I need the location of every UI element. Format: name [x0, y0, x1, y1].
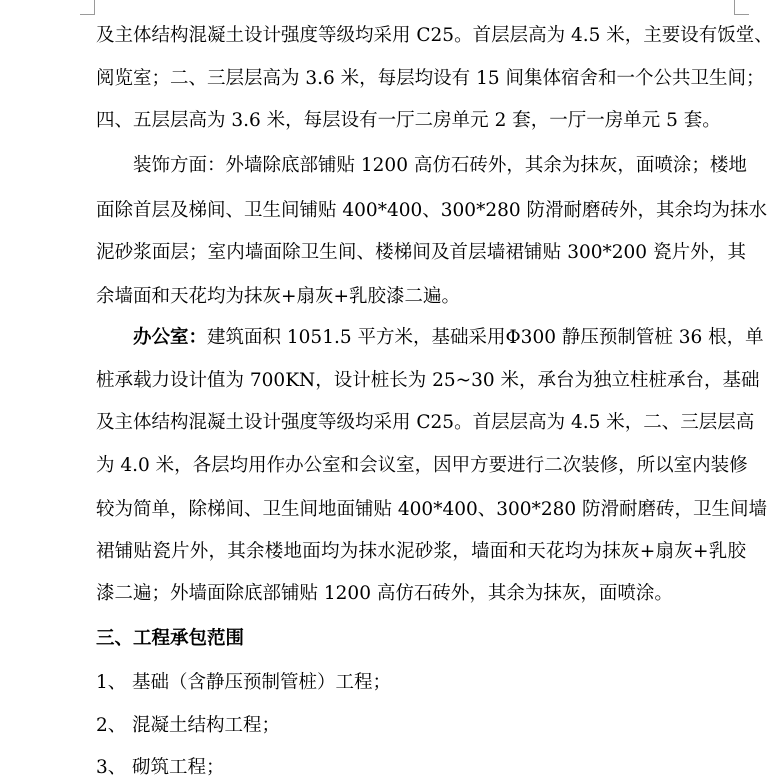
paragraph-line: 面除首层及梯间、卫生间铺贴 400*400、300*280 防滑耐磨砖外，其余均为抹水	[96, 200, 768, 221]
paragraph-line: 漆二遍；外墙面除底部铺贴 1200 高仿石砖外，其余为抹灰，面喷涂。	[96, 583, 673, 604]
list-item-number: 1、	[96, 672, 127, 693]
margin-crop-mark-right	[734, 0, 749, 15]
paragraph-line: 较为简单，除梯间、卫生间地面铺贴 400*400、300*280 防滑耐磨砖，卫生间墙	[96, 499, 768, 520]
list-item-number: 2、	[96, 715, 127, 736]
margin-crop-mark-left	[80, 0, 95, 15]
paragraph-line: 及主体结构混凝土设计强度等级均采用 C25。首层层高为 4.5 米，二、三层层高	[96, 412, 755, 433]
office-text: 建筑面积 1051.5 平方米，基础采用Φ300 静压预制管桩 36 根，单	[207, 327, 764, 348]
section-heading: 三、工程承包范围	[96, 628, 245, 649]
paragraph-line: 余墙面和天花均为抹灰+扇灰+乳胶漆二遍。	[96, 286, 461, 307]
paragraph-line: 桩承载力设计值为 700KN，设计桩长为 25~30 米，承台为独立柱桩承台，基础	[96, 370, 760, 391]
list-item-text: 混凝土结构工程；	[132, 715, 281, 736]
paragraph-line-office	[133, 326, 764, 350]
list-item-text: 基础（含静压预制管桩）工程；	[132, 672, 392, 693]
office-label: 办公室：	[133, 327, 208, 348]
paragraph-line: 及主体结构混凝土设计强度等级均采用 C25。首层层高为 4.5 米，主要设有饭堂、	[96, 25, 773, 46]
list-item-number: 3、	[96, 757, 127, 778]
paragraph-line: 裙铺贴瓷片外，其余楼地面均为抹水泥砂浆，墙面和天花均为抹灰+扇灰+乳胶	[96, 541, 746, 562]
list-item-text: 砌筑工程；	[132, 757, 225, 778]
paragraph-line: 为 4.0 米，各层均用作办公室和会议室，因甲方要进行二次装修，所以室内装修	[96, 455, 748, 476]
paragraph-line: 四、五层层高为 3.6 米，每层设有一厅二房单元 2 套，一厅一房单元 5 套。	[96, 110, 721, 131]
paragraph-line: 泥砂浆面层；室内墙面除卫生间、楼梯间及首层墙裙铺贴 300*200 瓷片外，其	[96, 242, 746, 263]
paragraph-line: 阅览室；二、三层层高为 3.6 米，每层均设有 15 间集体宿舍和一个公共卫生间；	[96, 68, 765, 89]
paragraph-line: 装饰方面：外墙除底部铺贴 1200 高仿石砖外，其余为抹灰，面喷涂；楼地	[133, 155, 747, 176]
